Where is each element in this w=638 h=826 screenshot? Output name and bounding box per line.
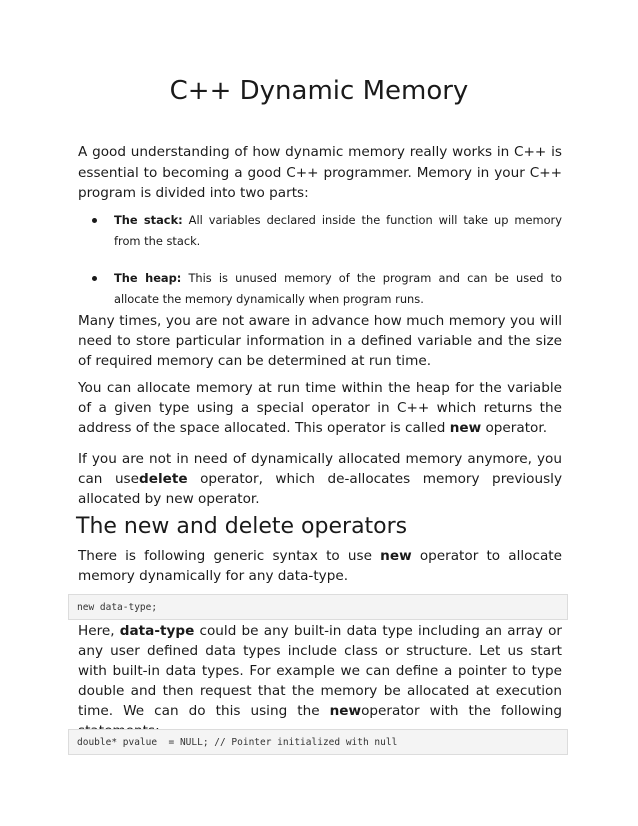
list-item-text: All variables declared inside the function will take up memory from the stack.	[114, 213, 562, 248]
code-block-pointer: double* pvalue = NULL; // Pointer initialized with null	[68, 729, 568, 755]
page-title: C++ Dynamic Memory	[169, 76, 469, 106]
paragraph-text: could be any built-in data type including an array or any user defined data types include class or structure. Let us start with built-in data types. For example we can define a pointer to type double and then request that the memory be allocated at execution time. We can do this using the	[78, 623, 562, 719]
section-heading: The new and delete operators	[76, 514, 408, 539]
list-item-heap	[90, 268, 562, 310]
list-item-text: This is unused memory of the program and can be used to allocate the memory dynamically when program runs.	[114, 271, 562, 306]
keyword-delete: delete	[139, 471, 188, 487]
paragraph-allocate-memory	[78, 378, 562, 438]
intro-paragraph: A good understanding of how dynamic memory really works in C++ is essential to becoming a good C++ programmer. Memory in your C++ program is divided into two parts:	[78, 144, 562, 201]
list-item-stack	[90, 210, 562, 252]
paragraph-text: operator, which de-allocates memory previously allocated by new operator.	[78, 471, 562, 507]
paragraph-text: operator with the following	[361, 703, 562, 719]
paragraph-text: You can allocate memory at run time within the heap for the variable of a given type using a special operator in C++ which returns the address of the space allocated. This operator is called	[78, 380, 562, 436]
code-block-syntax: new data-type;	[68, 594, 568, 620]
paragraph-delete-operator	[78, 449, 562, 509]
memory-parts-list	[90, 210, 562, 326]
paragraph-generic-syntax	[78, 546, 562, 586]
list-item-label: The stack:	[114, 213, 183, 227]
keyword-new: new	[329, 703, 362, 719]
bullet-icon	[92, 218, 97, 223]
paragraph-text: Here,	[78, 623, 120, 639]
keyword-new: new	[449, 420, 482, 436]
bullet-icon	[92, 276, 97, 281]
paragraph-text: If you are not in need of dynamically allocated memory anymore, you can use	[78, 451, 562, 487]
paragraph-runtime-memory: Many times, you are not aware in advance how much memory you will need to store particular information in a defined variable and the size of required memory can be determined at run time.	[78, 313, 562, 369]
list-item-label: The heap:	[114, 271, 182, 285]
paragraph-data-type	[78, 621, 562, 741]
paragraph-text: operator to allocate memory dynamically for any data-type.	[78, 548, 562, 584]
keyword-new: new	[380, 548, 412, 564]
paragraph-text: There is following generic syntax to use	[78, 548, 381, 564]
paragraph-text: operator.	[481, 420, 548, 436]
keyword-data-type: data-type	[119, 623, 195, 639]
